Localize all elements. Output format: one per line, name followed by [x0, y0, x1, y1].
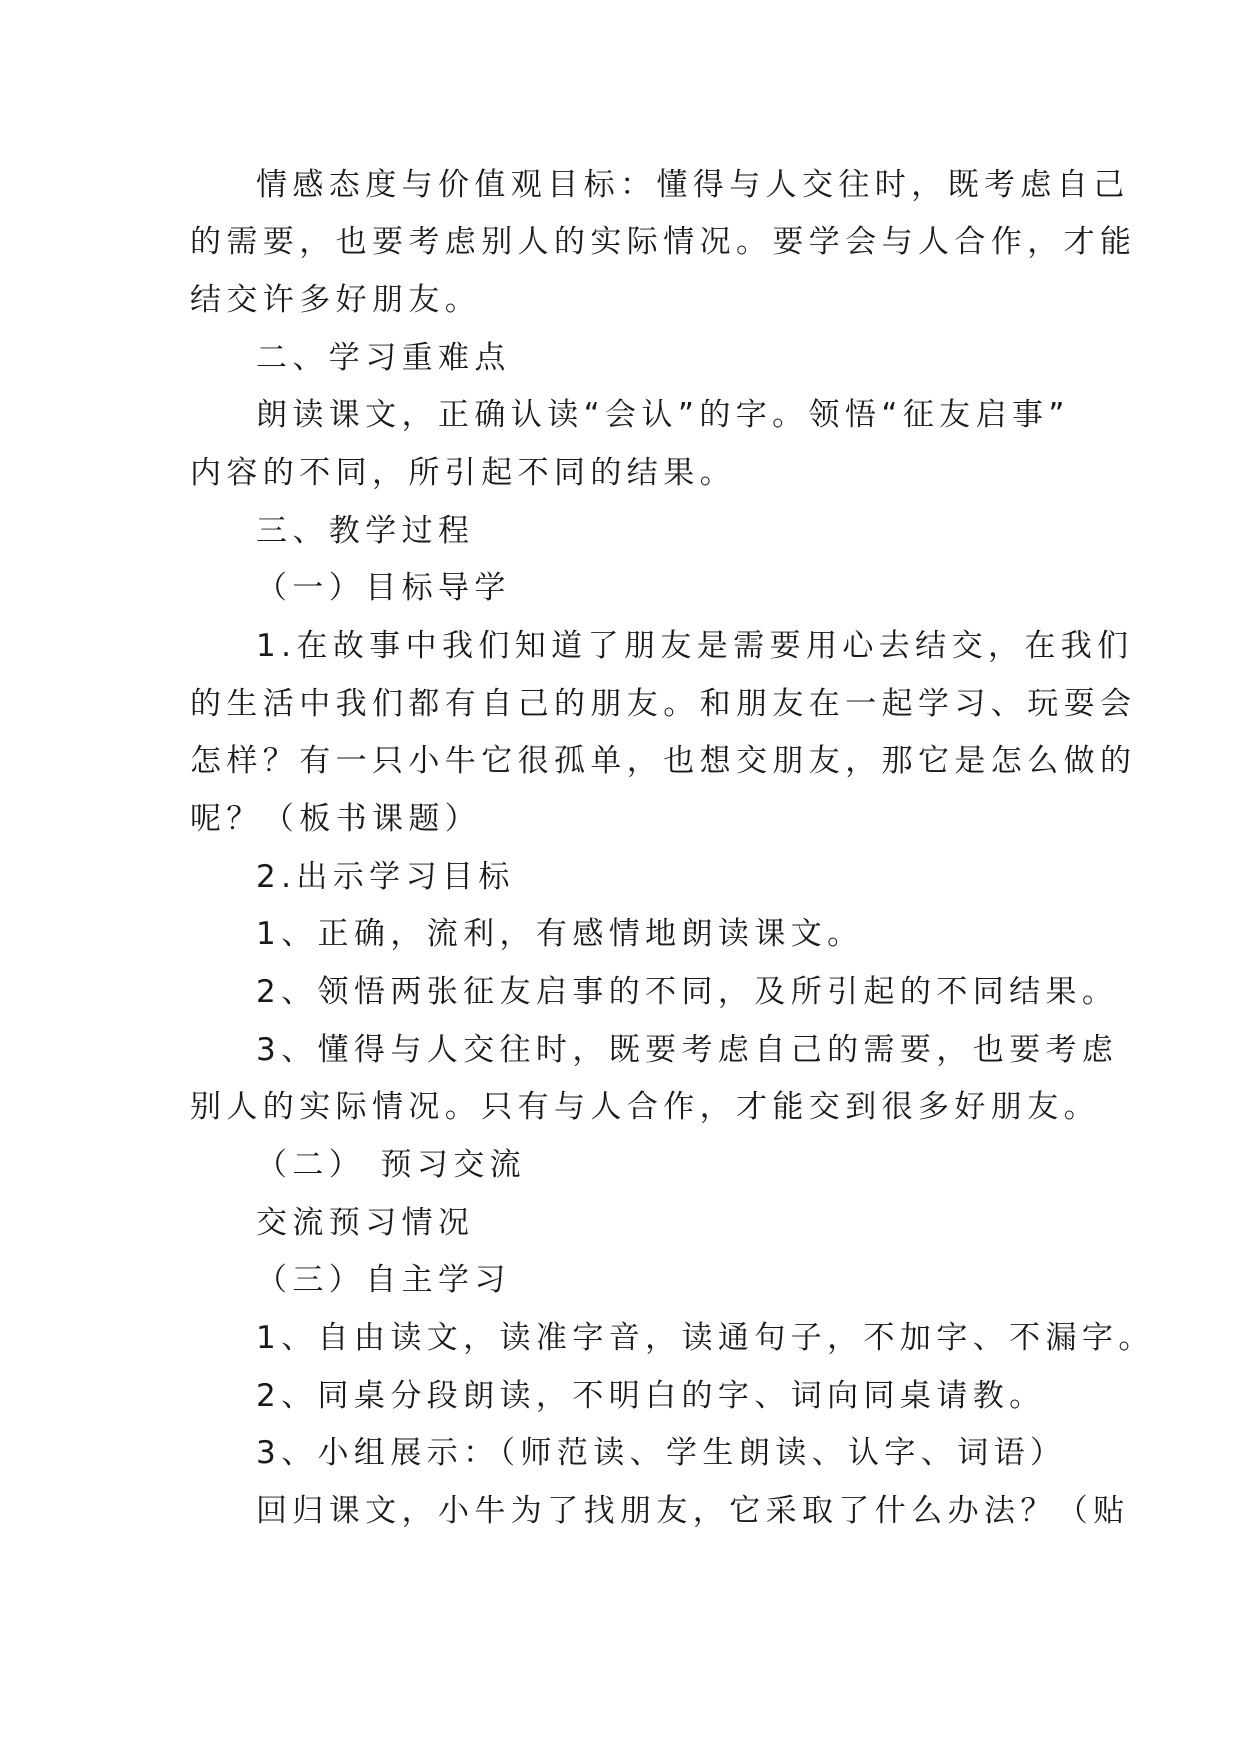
paragraph-intro-line-3: 怎样？有一只小牛它很孤单，也想交朋友，那它是怎么做的	[190, 743, 1137, 779]
list-item-study-3: 3、小组展示：（师范读、学生朗读、认字、词语）	[256, 1435, 1067, 1471]
paragraph-preview: 交流预习情况	[256, 1205, 475, 1241]
list-item-study-1: 1、自由读文，读准字音，读通句子，不加字、不漏字。	[256, 1320, 1155, 1356]
list-item-goal-3-line-1: 3、懂得与人交往时，既要考虑自己的需要，也要考虑	[256, 1032, 1119, 1068]
list-item-goal-2: 2、领悟两张征友启事的不同，及所引起的不同结果。	[256, 974, 1119, 1010]
list-item-goal-1: 1、正确，流利，有感情地朗读课文。	[256, 916, 864, 952]
section-heading-teaching-process: 三、教学过程	[256, 513, 475, 549]
list-heading-learning-goals: 2.出示学习目标	[256, 859, 515, 895]
subsection-heading-self-study: （三）自主学习	[256, 1262, 511, 1298]
paragraph-key-points-line-1: 朗读课文，正确认读“会认”的字。领悟“征友启事”	[256, 397, 1070, 433]
paragraph-return-to-text: 回归课文，小牛为了找朋友，它采取了什么办法？（贴	[256, 1493, 1130, 1529]
paragraph-intro-line-1: 1.在故事中我们知道了朋友是需要用心去结交，在我们	[256, 628, 1134, 664]
paragraph-emotion-goal-line-1: 情感态度与价值观目标：懂得与人交往时，既考虑自己	[256, 167, 1130, 203]
subsection-heading-goal-guide: （一）目标导学	[256, 570, 511, 606]
subsection-heading-preview: （二） 预习交流	[256, 1147, 527, 1183]
list-item-study-2: 2、同桌分段朗读，不明白的字、词向同桌请教。	[256, 1378, 1046, 1414]
paragraph-intro-line-2: 的生活中我们都有自己的朋友。和朋友在一起学习、玩耍会	[190, 686, 1137, 722]
paragraph-emotion-goal-line-3: 结交许多好朋友。	[190, 282, 482, 318]
paragraph-key-points-line-2: 内容的不同，所引起不同的结果。	[190, 455, 736, 491]
paragraph-emotion-goal-line-2: 的需要，也要考虑别人的实际情况。要学会与人合作，才能	[190, 224, 1137, 260]
paragraph-intro-line-4: 呢？（板书课题）	[190, 801, 482, 837]
list-item-goal-3-line-2: 别人的实际情况。只有与人合作，才能交到很多好朋友。	[190, 1089, 1100, 1125]
section-heading-key-points: 二、学习重难点	[256, 340, 511, 376]
